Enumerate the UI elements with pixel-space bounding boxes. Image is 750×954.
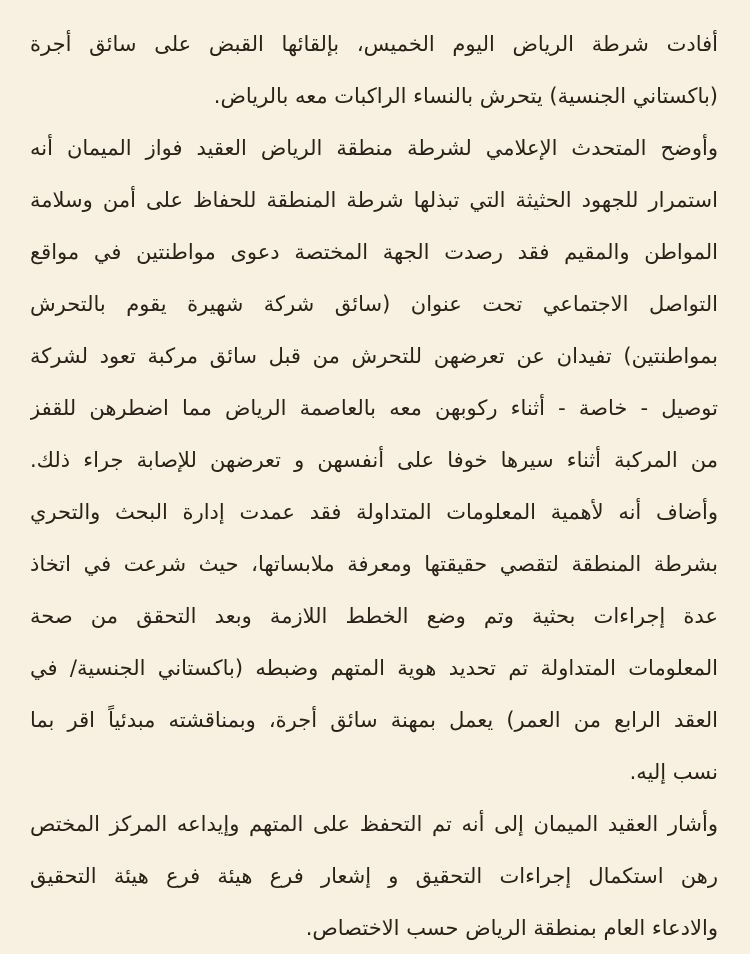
- article-line-18: والادعاء العام بمنطقة الرياض حسب الاختصاص.: [305, 916, 718, 940]
- article-line-1: أفادت شرطة الرياض اليوم الخميس، بإلقائها القبض على سائق أجرة: [30, 32, 718, 56]
- article-line-2: (باكستاني الجنسية) يتحرش بالنساء الراكبات معه بالرياض.: [213, 84, 718, 108]
- article-line-5: المواطن والمقيم فقد رصدت الجهة المختصة دعوى مواطنتين في مواقع: [30, 240, 718, 264]
- article-line-9: من المركبة أثناء سيرها خوفا على أنفسهن و تعرضهن للإصابة جراء ذلك.: [30, 448, 718, 472]
- article-line-3: وأوضح المتحدث الإعلامي لشرطة منطقة الرياض العقيد فواز الميمان أنه: [30, 136, 718, 160]
- article-line-11: بشرطة المنطقة لتقصي حقيقتها ومعرفة ملابساتها، حيث شرعت في اتخاذ: [30, 552, 718, 576]
- article-line-6: التواصل الاجتماعي تحت عنوان (سائق شركة شهيرة يقوم بالتحرش: [30, 292, 718, 316]
- article-line-8: توصيل - خاصة - أثناء ركوبهن معه بالعاصمة الرياض مما اضطرهن للقفز: [30, 396, 718, 420]
- article-line-10: وأضاف أنه لأهمية المعلومات المتداولة فقد عمدت إدارة البحث والتحري: [30, 500, 718, 524]
- article-line-16: وأشار العقيد الميمان إلى أنه تم التحفظ على المتهم وإيداعه المركز المختص: [30, 812, 718, 836]
- article-line-15: نسب إليه.: [629, 760, 718, 784]
- article-line-7: بمواطنتين) تفيدان عن تعرضهن للتحرش من قبل سائق مركبة تعود لشركة: [30, 344, 718, 368]
- article-line-17: رهن استكمال إجراءات التحقيق و إشعار فرع هيئة فرع هيئة التحقيق: [30, 864, 718, 888]
- article-line-4: استمرار للجهود الحثيثة التي تبذلها شرطة المنطقة للحفاظ على أمن وسلامة: [30, 188, 718, 212]
- article-line-14: العقد الرابع من العمر) يعمل بمهنة سائق أجرة، وبمناقشته مبدئياً اقر بما: [30, 708, 718, 732]
- article-line-13: المعلومات المتداولة تم تحديد هوية المتهم وضبطه (باكستاني الجنسية/ في: [30, 656, 718, 680]
- article-line-12: عدة إجراءات بحثية وتم وضع الخطط اللازمة وبعد التحقق من صحة: [30, 604, 718, 628]
